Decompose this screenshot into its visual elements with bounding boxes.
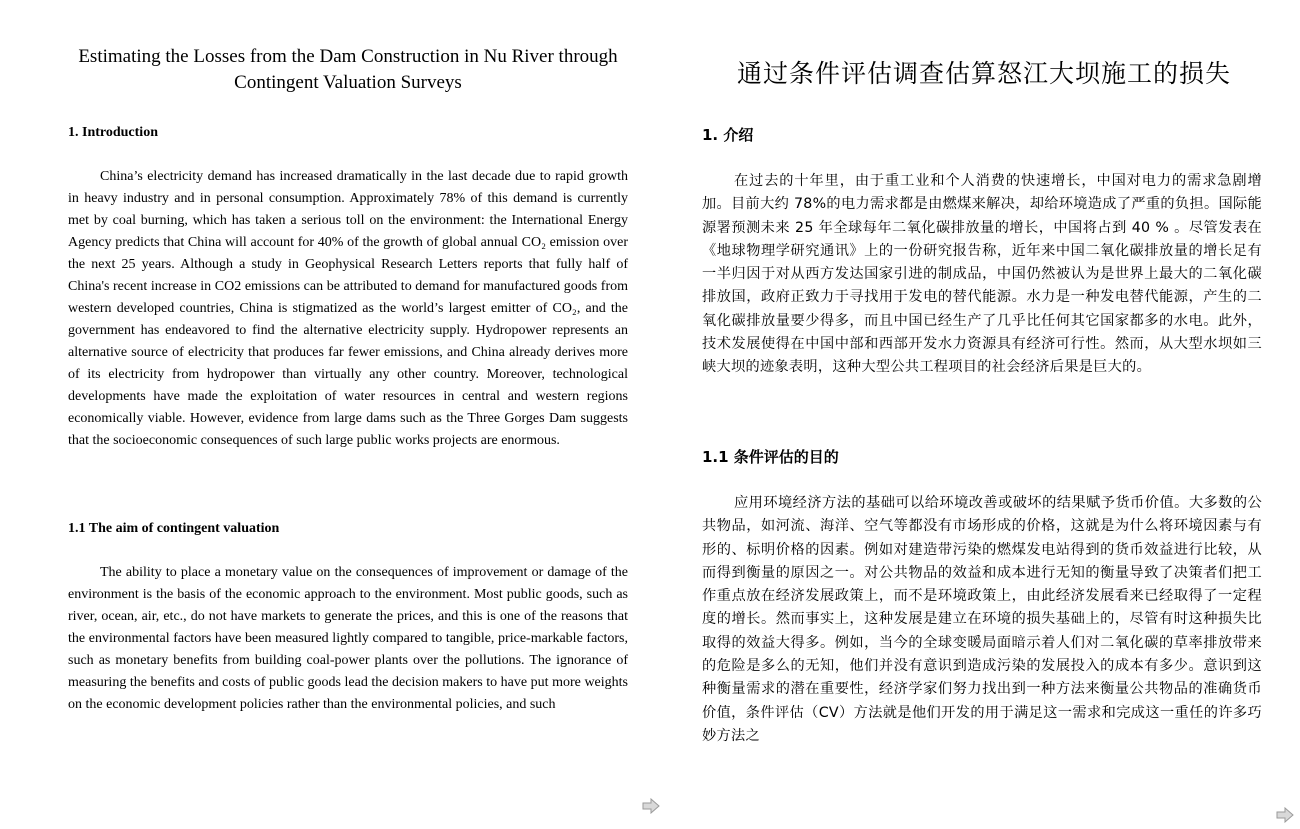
next-page-arrow-icon[interactable] (642, 798, 660, 814)
chinese-title: 通过条件评估调查估算怒江大坝施工的损失 (736, 59, 1231, 88)
english-section1-heading: 1. Introduction (68, 125, 158, 140)
english-title: Estimating the Losses from the Dam Construction in Nu River through Contingent Valuation Surveys (78, 46, 618, 93)
english-section2-heading: 1.1 The aim of contingent valuation (68, 521, 280, 536)
english-section2-paragraph: The ability to place a monetary value on the consequences of improvement or damage of the environment is the basis of the economic approach to the environment. Most public goods, such as river, ocean, air, etc., do not have markets to generate the prices, and this is one of the reasons that the environmental factors have been measured lightly compared to tangible, price-markable factors, such as monetary benefits from building coal-power plants over the pollutions. The ignorance of measuring the benefits and costs of public goods lead the decision makers to have put more weights on the economic development policies rather than the environmental policies, and such (68, 565, 628, 712)
chinese-page (690, 0, 1300, 829)
next-page-arrow-icon[interactable] (1276, 807, 1294, 823)
chinese-section1-heading: 1. 介绍 (702, 126, 754, 144)
english-section1-paragraph: China’s electricity demand has increased dramatically in the last decade due to rapid growth in heavy industry and in personal consumption. Approximately 78% of this demand is currently met by coal burning, which has taken a serious toll on the environment: the International Energy Agency predicts that China will account for 40% of the growth of global annual CO₂ emission over the next 25 years. Although a study in Geophysical Research Letters reports that fully half of China's recent increase in CO2 emissions can be attributed to demand for manufactured goods from western developed countries, China is stigmatized as the world’s largest emitter of CO₂, and the government has endeavored to find the alternative electricity supply. Hydropower represents an alternative source of electricity that produces far fewer emissions, and China already derives more of its electricity from hydropower than virtually any other country. Moreover, technological developments have made the exploitation of water resources in central and western regions economically viable. However, evidence from large dams such as the Three Gorges Dam suggests that the socioeconomic consequences of such large public works projects are enormous. (68, 169, 628, 448)
chinese-section2-heading: 1.1 条件评估的目的 (702, 448, 839, 466)
chinese-section2-paragraph: 应用环境经济方法的基础可以给环境改善或破坏的结果赋予货币价值。大多数的公共物品，如河流、海洋、空气等都没有市场形成的价格，这就是为什么将环境因素与有形的、标明价格的因素。例如对建造带污染的燃煤发电站得到的货币效益进行比较，从而得到衡量的原因之一。对公共物品的效益和成本进行无知的衡量导致了决策者们把工作重点放在经济发展政策上，而不是环境政策上，由此经济发展看来已经取得了一定程度的增长。然而事实上，这种发展是建立在环境的损失基础上的，尽管有时这种损失比取得的效益大得多。例如，当今的全球变暖局面暗示着人们对二氧化碳的草率排放带来的危险是多么的无知，他们并没有意识到造成污染的发展投入的成本有多少。意识到这种衡量需求的潜在重要性，经济学家们努力找出到一种方法来衡量公共物品的准确货币价值，条件评估（CV）方法就是他们开发的用于满足这一需求和完成这一重任的许多巧妙方法之 (702, 495, 1262, 744)
chinese-section1-paragraph: 在过去的十年里，由于重工业和个人消费的快速增长，中国对电力的需求急剧增加。目前大约 78%的电力需求都是由燃煤来解决，却给环境造成了严重的负担。国际能源署预测未来 25 年全球每年二氧化碳排放量的增长，中国将占到 40 % 。尽管发表在《地球物理学研究通讯》上的一份研究报告称，近年来中国二氧化碳排放量的增长足有一半归因于对从西方发达国家引进的制成品，中国仍然被认为是世界上最大的二氧化碳排放国，政府正致力于寻找用于发电的替代能源。水力是一种发电替代能源，产生的二氧化碳排放量要少得多，而且中国已经生产了几乎比任何其它国家都多的水电。此外，技术发展使得在中国中部和西部开发水力资源具有经济可行性。然而，从大型水坝如三峡大坝的迹象表明，这种大型公共工程项目的社会经济后果是巨大的。 (702, 173, 1262, 376)
